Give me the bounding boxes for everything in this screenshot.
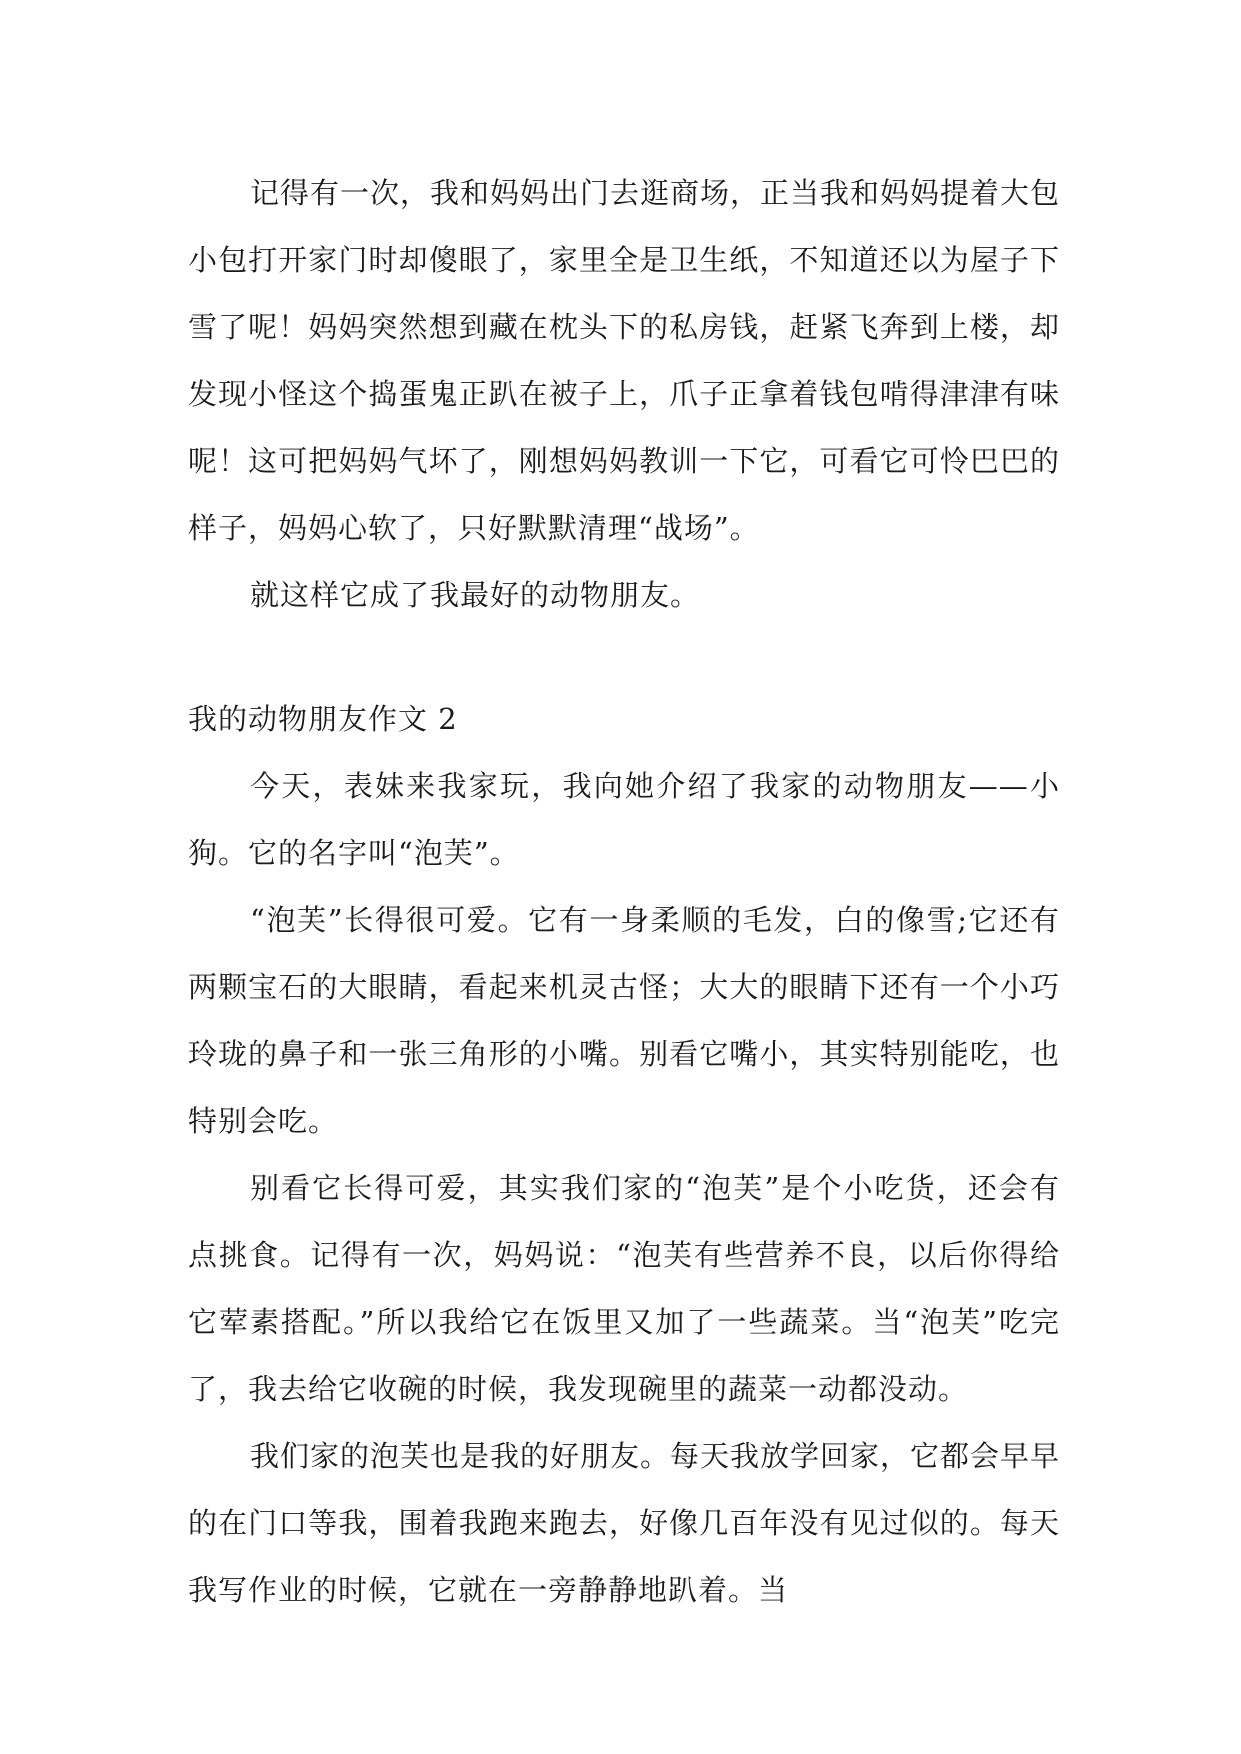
paragraph-3: 今天，表妹来我家玩，我向她介绍了我家的动物朋友——小狗。它的名字叫“泡芙”。 — [188, 769, 1060, 870]
paragraph-1: 记得有一次，我和妈妈出门去逛商场，正当我和妈妈提着大包小包打开家门时却傻眼了，家里全是卫生纸，不知道还以为屋子下雪了呢！妈妈突然想到藏在枕头下的私房钱，赶紧飞奔到上楼，却发现小怪这个捣蛋鬼正趴在被子上，爪子正拿着钱包啃得津津有味呢！这可把妈妈气坏了，刚想妈妈教训一下它，可看它可怜巴巴的样子，妈妈心软了，只好默默清理“战场”。 — [188, 176, 1061, 545]
paragraph-6: 我们家的泡芙也是我的好朋友。每天我放学回家，它都会早早的在门口等我，围着我跑来跑去，好像几百年没有见过似的。每天我写作业的时候，它就在一旁静静地趴着。当 — [188, 1439, 1061, 1607]
paragraph-2: 就这样它成了我最好的动物朋友。 — [250, 578, 701, 612]
document-page — [188, 160, 1060, 1624]
paragraph-5: 别看它长得可爱，其实我们家的“泡芙”是个小吃货，还会有点挑食。记得有一次，妈妈说：“泡芙有些营养不良，以后你得给它荤素搭配。”所以我给它在饭里又加了一些蔬菜。当“泡芙”吃完了，我去给它收碗的时候，我发现碗里的蔬菜一动都没动。 — [188, 1171, 1060, 1406]
section-title: 我的动物朋友作文 2 — [188, 702, 458, 736]
paragraph-4: “泡芙”长得很可爱。它有一身柔顺的毛发，白的像雪;它还有两颗宝石的大眼睛，看起来机灵古怪；大大的眼睛下还有一个小巧玲珑的鼻子和一张三角形的小嘴。别看它嘴小，其实特别能吃，也特别会吃。 — [188, 903, 1060, 1138]
